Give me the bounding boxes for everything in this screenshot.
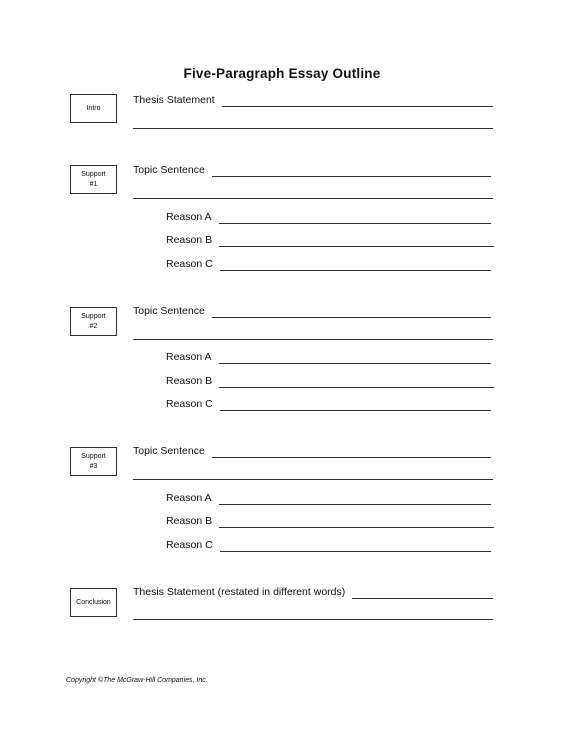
page-title: Five-Paragraph Essay Outline xyxy=(183,66,381,81)
topic-sentence-field[interactable] xyxy=(133,444,491,458)
write-line[interactable] xyxy=(212,165,491,177)
copyright-footer: Copyright ©The McGraw-Hill Companies, Inc. xyxy=(66,677,208,684)
reason-label: Reason A xyxy=(166,351,212,363)
thesis-statement-field[interactable] xyxy=(133,93,493,107)
conclusion-thesis-label: Thesis Statement (restated in different words) xyxy=(133,586,346,598)
write-line[interactable] xyxy=(220,399,491,411)
write-line[interactable] xyxy=(133,128,493,129)
write-line[interactable] xyxy=(212,306,491,318)
reason-field[interactable] xyxy=(166,538,491,552)
write-line[interactable] xyxy=(133,339,493,340)
write-line[interactable] xyxy=(219,352,491,364)
write-line[interactable] xyxy=(212,446,491,458)
reason-field[interactable] xyxy=(166,374,494,388)
reason-field[interactable] xyxy=(166,257,491,271)
thesis-statement-label: Thesis Statement xyxy=(133,94,215,106)
reason-field[interactable] xyxy=(166,350,491,364)
section-label-support-2 xyxy=(70,307,117,336)
write-line[interactable] xyxy=(219,235,494,247)
topic-sentence-label: Topic Sentence xyxy=(133,445,205,457)
reason-label: Reason C xyxy=(166,398,213,410)
write-line[interactable] xyxy=(133,198,493,199)
section-label-text: Support xyxy=(81,170,106,178)
topic-sentence-label: Topic Sentence xyxy=(133,164,205,176)
topic-sentence-field[interactable] xyxy=(133,163,491,177)
reason-label: Reason A xyxy=(166,492,212,504)
section-label-number: #1 xyxy=(89,180,98,188)
write-line[interactable] xyxy=(219,516,494,528)
write-line[interactable] xyxy=(133,479,493,480)
reason-label: Reason C xyxy=(166,539,213,551)
reason-label: Reason B xyxy=(166,375,213,387)
write-line[interactable] xyxy=(219,493,491,505)
section-label-text: Support xyxy=(81,452,106,460)
reason-field[interactable] xyxy=(166,233,494,247)
reason-field[interactable] xyxy=(166,514,494,528)
write-line[interactable] xyxy=(220,540,491,552)
reason-label: Reason B xyxy=(166,515,213,527)
reason-label: Reason A xyxy=(166,211,212,223)
reason-field[interactable] xyxy=(166,397,491,411)
write-line[interactable] xyxy=(220,259,491,271)
write-line[interactable] xyxy=(222,95,493,107)
write-line[interactable] xyxy=(219,376,494,388)
section-label-text: Support xyxy=(81,312,106,320)
section-label-support-3 xyxy=(70,447,117,476)
section-label-conclusion xyxy=(70,588,117,617)
section-label-intro xyxy=(70,94,117,123)
topic-sentence-label: Topic Sentence xyxy=(133,305,205,317)
section-label-text: Intro xyxy=(86,104,101,112)
section-label-support-1 xyxy=(70,165,117,194)
reason-label: Reason C xyxy=(166,258,213,270)
reason-field[interactable] xyxy=(166,491,491,505)
write-line[interactable] xyxy=(219,212,491,224)
write-line[interactable] xyxy=(133,619,493,620)
section-label-number: #2 xyxy=(89,322,98,330)
write-line[interactable] xyxy=(352,587,493,599)
reason-label: Reason B xyxy=(166,234,213,246)
topic-sentence-field[interactable] xyxy=(133,304,491,318)
section-label-number: #3 xyxy=(89,462,98,470)
reason-field[interactable] xyxy=(166,210,491,224)
conclusion-thesis-field[interactable] xyxy=(133,585,493,599)
section-label-text: Conclusion xyxy=(76,598,111,606)
